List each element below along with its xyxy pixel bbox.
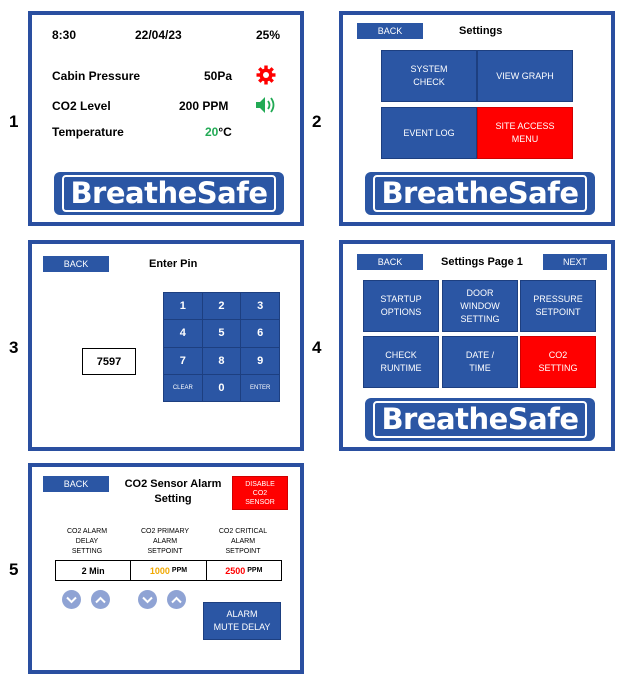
key-1[interactable]: 1 bbox=[164, 293, 202, 319]
temperature-number: 20 bbox=[205, 125, 219, 139]
back-button[interactable]: BACK bbox=[43, 476, 109, 492]
disable-co2-sensor-button[interactable]: DISABLE CO2 SENSOR bbox=[232, 476, 288, 510]
screen-title: Enter Pin bbox=[149, 258, 198, 270]
key-7[interactable]: 7 bbox=[164, 348, 202, 374]
key-4[interactable]: 4 bbox=[164, 320, 202, 346]
cabin-pressure-label: Cabin Pressure bbox=[52, 69, 141, 83]
co2-level-label: CO2 Level bbox=[52, 99, 111, 113]
key-8[interactable]: 8 bbox=[203, 348, 241, 374]
critical-setpoint-unit: PPM bbox=[247, 567, 263, 574]
back-button[interactable]: BACK bbox=[43, 256, 109, 272]
system-check-button[interactable]: SYSTEM CHECK bbox=[381, 50, 477, 102]
primary-setpoint-unit: PPM bbox=[171, 567, 188, 574]
pin-display: 7597 bbox=[82, 348, 136, 375]
chevron-down-icon bbox=[142, 596, 153, 604]
alarm-mute-delay-button[interactable]: ALARM MUTE DELAY bbox=[203, 602, 281, 640]
logo-text-a: Breathe bbox=[381, 402, 508, 436]
cabin-pressure-value: 50Pa bbox=[204, 69, 233, 83]
check-runtime-button[interactable]: CHECK RUNTIME bbox=[363, 336, 439, 388]
screen-settings bbox=[339, 11, 615, 226]
screen-number-3: 3 bbox=[9, 338, 19, 357]
screen-title: Settings bbox=[459, 25, 503, 37]
co2-setting-button[interactable]: CO2 SETTING bbox=[520, 336, 596, 388]
next-button[interactable]: NEXT bbox=[543, 254, 607, 270]
alarm-delay-value[interactable] bbox=[56, 561, 131, 580]
date-time-button[interactable]: DATE / TIME bbox=[442, 336, 518, 388]
chevron-up-icon bbox=[95, 596, 106, 604]
critical-setpoint-value[interactable] bbox=[207, 561, 281, 580]
date-display: 22/04/23 bbox=[135, 28, 182, 42]
chevron-down-icon bbox=[66, 596, 77, 604]
screen-enter-pin bbox=[28, 240, 304, 451]
event-log-button[interactable]: EVENT LOG bbox=[381, 107, 477, 159]
setpoint-values-row bbox=[55, 560, 282, 581]
site-access-menu-button[interactable]: SITE ACCESS MENU bbox=[477, 107, 573, 159]
startup-options-button[interactable]: STARTUP OPTIONS bbox=[363, 280, 439, 332]
key-6[interactable]: 6 bbox=[241, 320, 279, 346]
primary-increase-button[interactable] bbox=[167, 590, 186, 609]
primary-decrease-button[interactable] bbox=[138, 590, 157, 609]
clear-key[interactable]: CLEAR bbox=[164, 375, 202, 401]
logo-text-b: Safe bbox=[196, 176, 268, 210]
alarm-delay-label: CO2 ALARM DELAY SETTING bbox=[66, 528, 108, 555]
back-button[interactable]: BACK bbox=[357, 23, 423, 39]
screen-title: Settings Page 1 bbox=[441, 256, 523, 268]
logo-text-a: Breathe bbox=[70, 176, 197, 210]
critical-setpoint-label: CO2 CRITICAL ALARM SETPOINT bbox=[218, 528, 268, 555]
pressure-setpoint-button[interactable]: PRESSURE SETPOINT bbox=[520, 280, 596, 332]
delay-decrease-button[interactable] bbox=[62, 590, 81, 609]
primary-setpoint-label: CO2 PRIMARY ALARM SETPOINT bbox=[140, 528, 190, 555]
breathesafe-logo bbox=[54, 172, 284, 215]
battery-level: 25% bbox=[256, 28, 281, 42]
logo-text-b: Safe bbox=[507, 176, 579, 210]
critical-setpoint-number: 2500 bbox=[225, 565, 246, 576]
screen-co2-sensor-alarm bbox=[28, 463, 304, 674]
key-0[interactable]: 0 bbox=[203, 375, 241, 401]
speaker-icon[interactable] bbox=[254, 95, 278, 115]
view-graph-button[interactable]: VIEW GRAPH bbox=[477, 50, 573, 102]
gear-icon[interactable] bbox=[256, 65, 276, 85]
screen-number-1: 1 bbox=[9, 112, 19, 131]
screen-title: CO2 Sensor Alarm Setting bbox=[124, 478, 222, 505]
temperature-value bbox=[205, 125, 232, 139]
enter-key[interactable]: ENTER bbox=[241, 375, 279, 401]
screen-number-2: 2 bbox=[312, 112, 322, 131]
primary-setpoint-value[interactable] bbox=[131, 561, 206, 580]
co2-level-value: 200 PPM bbox=[179, 99, 229, 113]
clock-time: 8:30 bbox=[52, 28, 77, 42]
logo-text-a: Breathe bbox=[381, 176, 508, 210]
screen-number-4: 4 bbox=[312, 338, 322, 357]
alarm-delay-text: 2 Min bbox=[81, 565, 105, 576]
temperature-label: Temperature bbox=[52, 125, 124, 139]
key-3[interactable]: 3 bbox=[241, 293, 279, 319]
breathesafe-logo bbox=[365, 172, 595, 215]
door-window-setting-button[interactable]: DOOR WINDOW SETTING bbox=[442, 280, 518, 332]
delay-increase-button[interactable] bbox=[91, 590, 110, 609]
key-5[interactable]: 5 bbox=[203, 320, 241, 346]
key-9[interactable]: 9 bbox=[241, 348, 279, 374]
primary-setpoint-number: 1000 bbox=[149, 565, 170, 576]
back-button[interactable]: BACK bbox=[357, 254, 423, 270]
breathesafe-logo bbox=[365, 398, 595, 441]
screen-settings-page-1 bbox=[339, 240, 615, 451]
temperature-unit: °C bbox=[218, 125, 232, 139]
key-2[interactable]: 2 bbox=[203, 293, 241, 319]
logo-text-b: Safe bbox=[507, 402, 579, 436]
screen-number-5: 5 bbox=[9, 560, 19, 579]
chevron-up-icon bbox=[171, 596, 182, 604]
numeric-keypad bbox=[163, 292, 280, 402]
screen-home bbox=[28, 11, 304, 226]
